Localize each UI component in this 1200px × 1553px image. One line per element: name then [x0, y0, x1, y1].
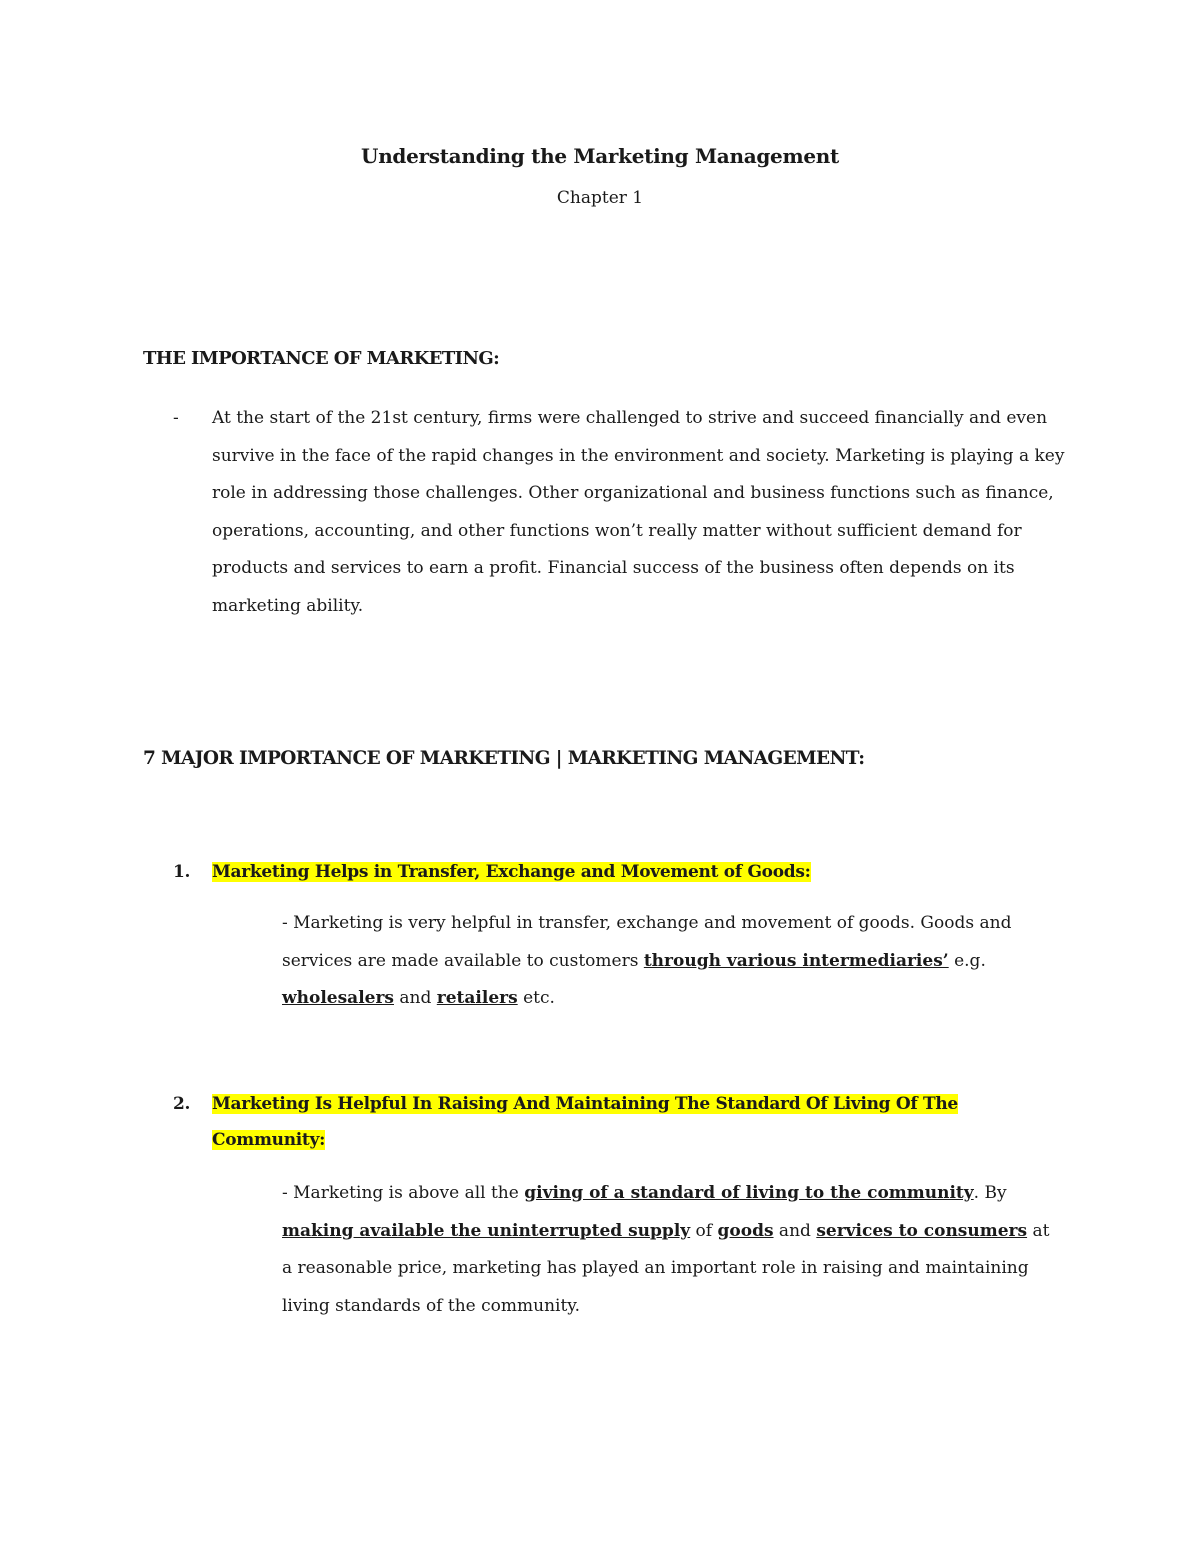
list-item-body — [282, 1175, 1062, 1325]
section-heading-importance: THE IMPORTANCE OF MARKETING: — [143, 348, 500, 369]
emphasis-text: goods — [717, 1220, 774, 1241]
bullet-dash: - — [173, 408, 179, 428]
list-item-body — [282, 905, 1062, 1018]
list-item-title-text: Marketing Is Helpful In Raising And Maintaining The Standard Of Living Of The Community — [212, 1094, 958, 1150]
list-item-heading — [173, 854, 1012, 890]
list-item-title-text: Marketing Helps in Transfer, Exchange and Movement of Goods — [212, 862, 805, 882]
body-text: etc. — [517, 988, 555, 1008]
body-text: . By — [973, 1183, 1007, 1203]
list-item-title — [212, 1086, 1012, 1158]
document-subtitle: Chapter 1 — [556, 188, 644, 208]
document-title: Understanding the Marketing Management — [361, 144, 839, 168]
list-item-heading — [173, 1086, 1012, 1158]
emphasis-text: through various intermediaries’ — [643, 950, 949, 971]
list-item-colon: : — [804, 862, 811, 882]
body-text: - Marketing is above all the — [282, 1183, 525, 1203]
emphasis-text: services to consumers — [816, 1220, 1028, 1241]
body-text: and — [773, 1220, 817, 1241]
list-item-number: 2. — [173, 1094, 191, 1114]
emphasis-text: giving of a standard of living to the community — [524, 1183, 974, 1203]
body-text: e.g. — [948, 950, 986, 971]
body-text: at a reasonable price, marketing has played an important role in raising and maintaining living standards of the community. — [282, 1220, 1050, 1316]
list-item-colon: : — [319, 1130, 326, 1150]
body-text: of — [690, 1220, 718, 1241]
importance-paragraph-text: At the start of the 21st century, firms were challenged to strive and succeed financially and even survive in the face of the rapid changes in the environment and society. Marketing is playing a key role in addressing those challenges. Other organizational and business functions such as finance, operations, accounting, and other functions won’t really matter without sufficient demand for products and services to earn a profit. Financial success of the business often depends on its marketing ability. — [212, 408, 1065, 616]
emphasis-text: wholesalers — [282, 988, 394, 1008]
body-text: and — [394, 988, 437, 1008]
emphasis-text: retailers — [436, 988, 518, 1008]
emphasis-text: making available the uninterrupted supply — [282, 1220, 691, 1241]
list-item-number: 1. — [173, 862, 191, 882]
section-heading-major-importance: 7 MAJOR IMPORTANCE OF MARKETING | MARKETING MANAGEMENT: — [143, 748, 865, 769]
body-text: - Marketing is very helpful in transfer, exchange and movement of goods. Goods and services are made available to customers — [282, 913, 1012, 971]
list-item-title — [212, 854, 1012, 890]
importance-paragraph — [173, 400, 1073, 626]
